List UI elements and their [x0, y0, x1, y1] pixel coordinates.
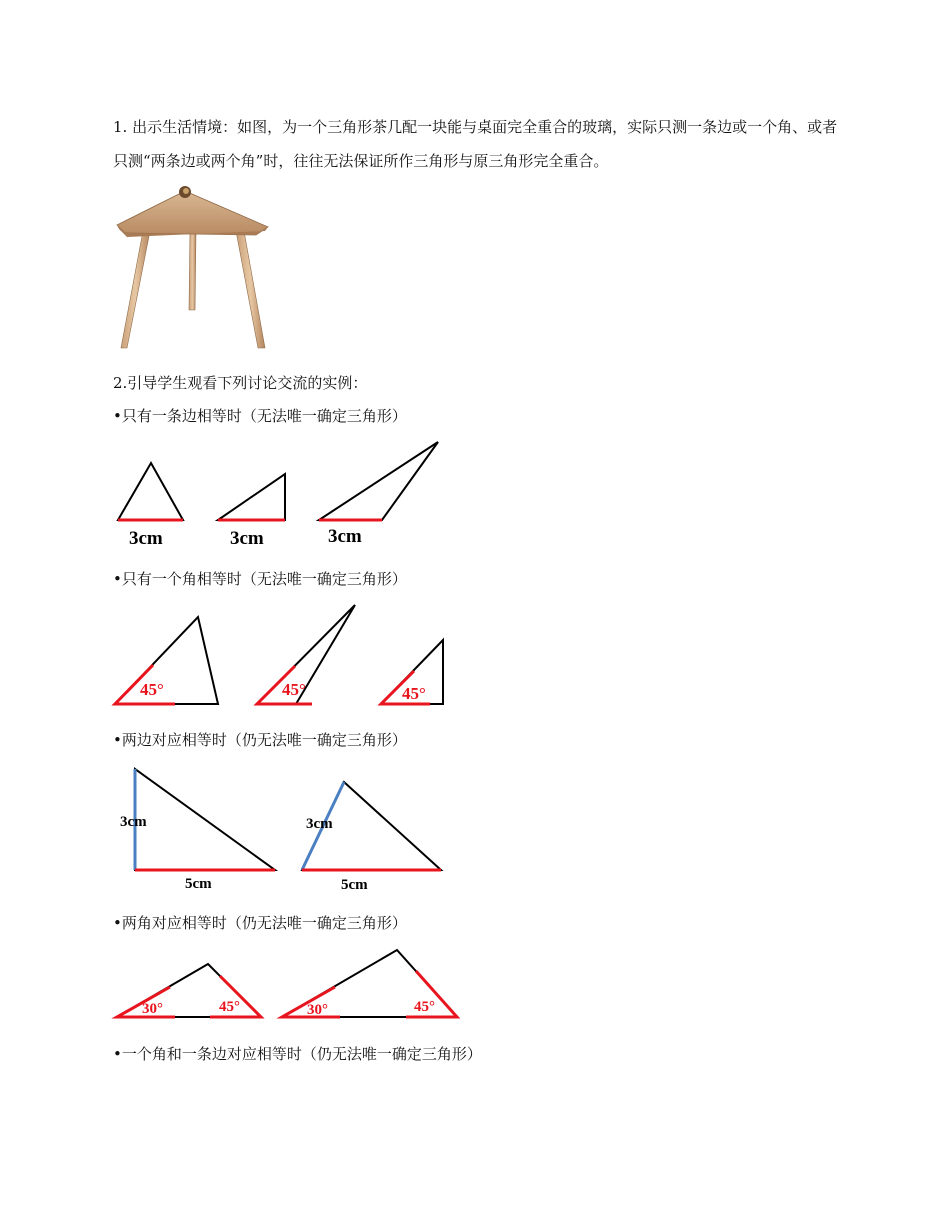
side-label: 3cm	[129, 528, 163, 549]
triangle-equilateral	[118, 463, 183, 520]
one-side-figures	[110, 438, 450, 550]
angle-label: 30°	[142, 1001, 163, 1017]
angle-label: 30°	[307, 1002, 328, 1018]
triangle-table-illustration	[113, 183, 273, 355]
triangle-obtuse	[319, 442, 438, 520]
side-label: 5cm	[185, 876, 212, 892]
case-heading-one-side: •只有一条边相等时（无法唯一确定三角形）	[113, 407, 407, 425]
one-angle-figures	[110, 600, 450, 710]
side-label: 3cm	[328, 526, 362, 547]
discussion-intro: 2.引导学生观看下列讨论交流的实例：	[113, 374, 368, 392]
angle-label: 45°	[282, 680, 306, 699]
side-label: 3cm	[120, 814, 147, 830]
case-heading-two-sides: •两边对应相等时（仍无法唯一确定三角形）	[113, 731, 407, 749]
side-label: 5cm	[341, 877, 368, 893]
angle-label: 45°	[219, 999, 240, 1015]
case-heading-one-angle: •只有一个角相等时（无法唯一确定三角形）	[113, 570, 407, 588]
two-sides-figures	[110, 763, 450, 893]
case-heading-two-angles: •两角对应相等时（仍无法唯一确定三角形）	[113, 914, 407, 932]
case-heading-angle-and-side: •一个角和一条边对应相等时（仍无法唯一确定三角形）	[113, 1045, 482, 1063]
side-label: 3cm	[230, 528, 264, 549]
angle-label: 45°	[402, 684, 426, 703]
angle-label: 45°	[140, 680, 164, 699]
side-label: 3cm	[306, 816, 333, 832]
triangle-right	[218, 474, 285, 520]
two-angles-figures	[110, 950, 470, 1025]
angle-label: 45°	[414, 999, 435, 1015]
intro-paragraph: 1. 出示生活情境：如图，为一个三角形茶几配一块能与桌面完全重合的玻璃，实际只测一条边或一个角、或者只测“两条边或两个角”时，往往无法保证所作三角形与原三角形完全重合。	[113, 118, 838, 170]
